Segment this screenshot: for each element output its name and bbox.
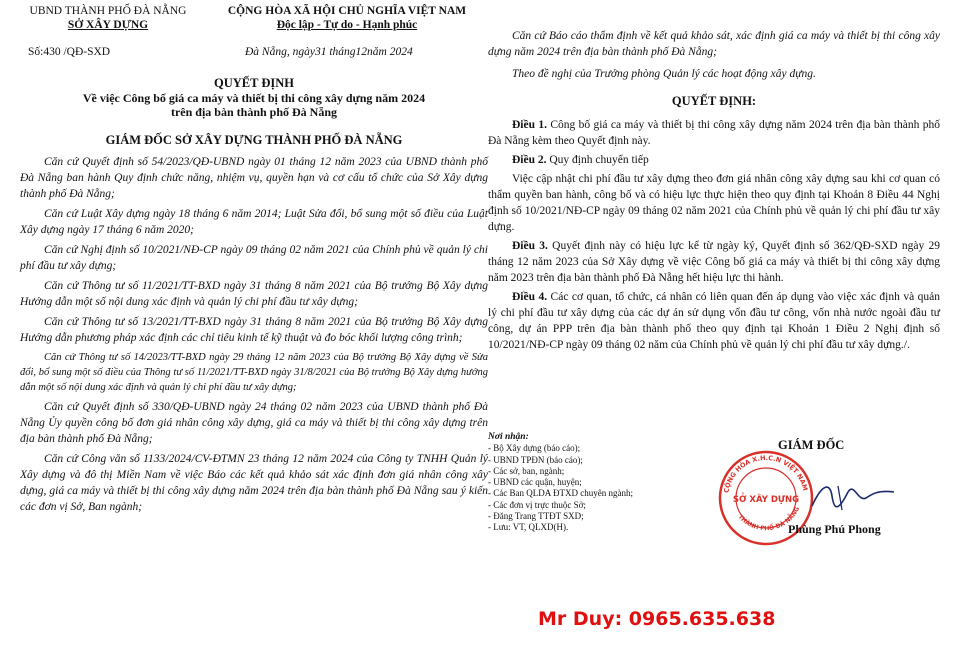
recipient-item: - UBND các quận, huyện; <box>488 477 582 488</box>
recipient-item: - Các sở, ban, ngành; <box>488 465 565 476</box>
article-text: Việc cập nhật chi phí đầu tư xây dựng theo đơn giá nhân công xây dựng sau khi cơ quan có thẩm quyền ban hành, công bố và có hiệu lực thực hiện theo quy định tại Khoản 8 Điều 44 Nghị định số 10/2021/NĐ-CP ngày 09 tháng 02 năm 2021 của Chính phủ về quản lý chi phí đầu tư xây dựng. <box>488 173 940 233</box>
decision-heading: QUYẾT ĐỊNH: <box>671 94 757 108</box>
document-header <box>20 4 488 76</box>
article-text: Quyết định này có hiệu lực kể từ ngày ký, Quyết định số 362/QĐ-SXD ngày 29 tháng 12 năm 2023 của Sở Xây dựng về việc Công bố giá ca máy và thiết bị thi công xây dựng năm 2023 trên địa bàn thành phố Đà Nẵng hết hiệu lực thi hành. <box>488 240 940 284</box>
recipient-item: - UBND TPĐN (báo cáo); <box>488 454 583 465</box>
svg-text:CỘNG HÒA X.H.C.N VIỆT NAM <box>722 454 809 494</box>
right-column <box>488 28 941 630</box>
basis-paragraph: Căn cứ Thông tư số 11/2021/TT-BXD ngày 31 tháng 8 năm 2021 của Bộ trưởng Bộ Xây dựng Hướng dẫn một số nội dung xác định và quản lý chi phí đầu tư xây dựng; <box>20 280 488 308</box>
nation-line1: CỘNG HÒA XÃ HỘI CHỦ NGHĨA VIỆT NAM <box>227 5 467 17</box>
left-column <box>20 4 488 519</box>
basis-paragraph: Căn cứ Thông tư số 13/2021/TT-BXD ngày 31 tháng 8 năm 2021 của Bộ trưởng Bộ Xây dựng Hướng dẫn phương pháp xác định các chỉ tiêu kinh tế kỹ thuật và đo bóc khối lượng công trình; <box>20 316 488 344</box>
article-text: Công bố giá ca máy và thiết bị thi công xây dựng năm 2024 trên địa bàn thành phố Đà Nẵng kèm theo Quyết định này. <box>488 119 941 147</box>
agency-line2: SỞ XÂY DỰNG <box>67 19 149 31</box>
signer-title: GIÁM ĐỐC <box>778 438 845 452</box>
signer-name: Phùng Phú Phong <box>788 522 881 536</box>
article-label: Điều 1. <box>512 119 547 131</box>
seal-bottom-text: THÀNH PHỐ ĐÀ NẴNG <box>736 505 802 533</box>
agency-line1: UBND THÀNH PHỐ ĐÀ NẴNG <box>29 5 187 17</box>
article-1 <box>488 117 940 149</box>
document-number: Số:430 /QĐ-SXD <box>28 46 111 58</box>
authority-heading: GIÁM ĐỐC SỞ XÂY DỰNG THÀNH PHỐ ĐÀ NẴNG <box>105 133 403 147</box>
basis-paragraph: Căn cứ Thông tư số 14/2023/TT-BXD ngày 29 tháng 12 năm 2023 của Bộ trưởng Bộ Xây dựng về Sửa đổi, bổ sung một số điều của Thông tư số 11/2021/TT-BXD ngày 31/8/2021 của Bộ trưởng Bộ Xây dựng hướng dẫn một số nội dung xác định và quản lý chi phí đầu tư xây dựng; <box>20 352 488 393</box>
basis-paragraph: Căn cứ Luật Xây dựng ngày 18 tháng 6 năm 2014; Luật Sửa đổi, bổ sung một số điều của Luật Xây dựng ngày 17 tháng 6 năm 2020; <box>20 208 488 236</box>
nation-line2: Độc lập - Tự do - Hạnh phúc <box>276 19 418 31</box>
subtitle-line2: trên địa bàn thành phố Đà Nẵng <box>170 105 338 119</box>
national-motto <box>202 4 492 32</box>
basis-paragraph: Theo đề nghị của Trưởng phòng Quản lý các hoạt động xây dựng. <box>512 68 816 80</box>
seal-center-text: SỞ XÂY DỰNG <box>732 495 800 505</box>
issuing-agency <box>28 4 188 32</box>
recipient-item: - Các đơn vị trực thuộc Sở; <box>488 499 586 510</box>
article-text: Quy định chuyển tiếp <box>546 154 649 166</box>
recipients-heading: Nơi nhận: <box>488 432 529 442</box>
article-2 <box>488 152 940 168</box>
document-date: Đà Nẵng, ngày31 tháng12năm 2024 <box>245 46 413 58</box>
basis-paragraph: Căn cứ Nghị định số 10/2021/NĐ-CP ngày 09 tháng 02 năm 2021 của Chính phủ về quản lý chi phí đầu tư xây dựng; <box>20 244 488 272</box>
subtitle-line1: Về việc Công bố giá ca máy và thiết bị thi công xây dựng năm 2024 <box>82 91 426 105</box>
article-3 <box>488 238 940 286</box>
article-2-body <box>488 171 940 235</box>
basis-paragraph: Căn cứ Quyết định số 330/QĐ-UBND ngày 24 tháng 02 năm 2023 của UBND thành phố Đà Nẵng Ủy quyền công bố đơn giá nhân công xây dựng, giá ca máy và thiết bị thi công xây dựng trên địa bàn thành phố Đà Nẵng; <box>20 401 488 445</box>
recipient-item: - Lưu: VT, QLXD(H). <box>488 522 569 533</box>
article-4 <box>488 289 940 353</box>
article-text: Các cơ quan, tổ chức, cá nhân có liên quan đến áp dụng vào việc xác định và quản lý chi phí đầu tư xây dựng của các dự án sử dụng vốn đầu tư công, vốn nhà nước ngoài đầu tư công, dự án PPP trên địa bàn thành phố theo quy định tại Khoản 1 Điều 2 Nghị định số 10/2021/NĐ-CP ngày 09 tháng 02 năm của Chính phủ về quản lý chi phí đầu tư xây dựng./. <box>488 291 941 351</box>
article-label: Điều 4. <box>512 291 548 303</box>
recipient-item: - Bộ Xây dựng (báo cáo); <box>488 443 581 454</box>
article-label: Điều 3. <box>512 240 548 252</box>
recipient-item: - Đăng Trang TTĐT SXD; <box>488 511 584 522</box>
basis-paragraph: Căn cứ Công văn số 1133/2024/CV-ĐTMN 23 tháng 12 năm 2024 của Công ty TNHH Quản lý Xây dựng và đô thị Miền Nam về việc Báo các kết quả khảo sát xác định đơn giá nhân công xây dựng, giá ca máy và thiết bị thi công xây dựng năm 2024 trên địa bàn thành phố Đà Nẵng sau ý kiến các đơn vị Sở, Ban ngành; <box>20 453 488 513</box>
signature-icon <box>808 476 898 516</box>
recipients-list <box>488 432 698 534</box>
basis-paragraph: Căn cứ Báo cáo thẩm định về kết quả khảo sát, xác định giá ca máy và thiết bị thi công xây dựng năm 2024 trên địa bàn thành phố Đà Nẵng; <box>488 30 940 58</box>
seal-ring-text: CỘNG HÒA X.H.C.N VIỆT NAM <box>722 453 810 494</box>
recipient-item: - Các Ban QLDA ĐTXD chuyên ngành; <box>488 488 633 499</box>
article-label: Điều 2. <box>512 154 547 166</box>
contact-banner: Mr Duy: 0965.635.638 <box>538 608 776 630</box>
basis-paragraph: Căn cứ Quyết định số 54/2023/QĐ-UBND ngày 01 tháng 12 năm 2023 của UBND thành phố Đà Nẵng ban hành Quy định chức năng, nhiệm vụ, quyền hạn và cơ cấu tổ chức của Sở Xây dựng thành phố Đà Nẵng; <box>20 156 488 200</box>
document-title: QUYẾT ĐỊNH <box>214 76 294 90</box>
